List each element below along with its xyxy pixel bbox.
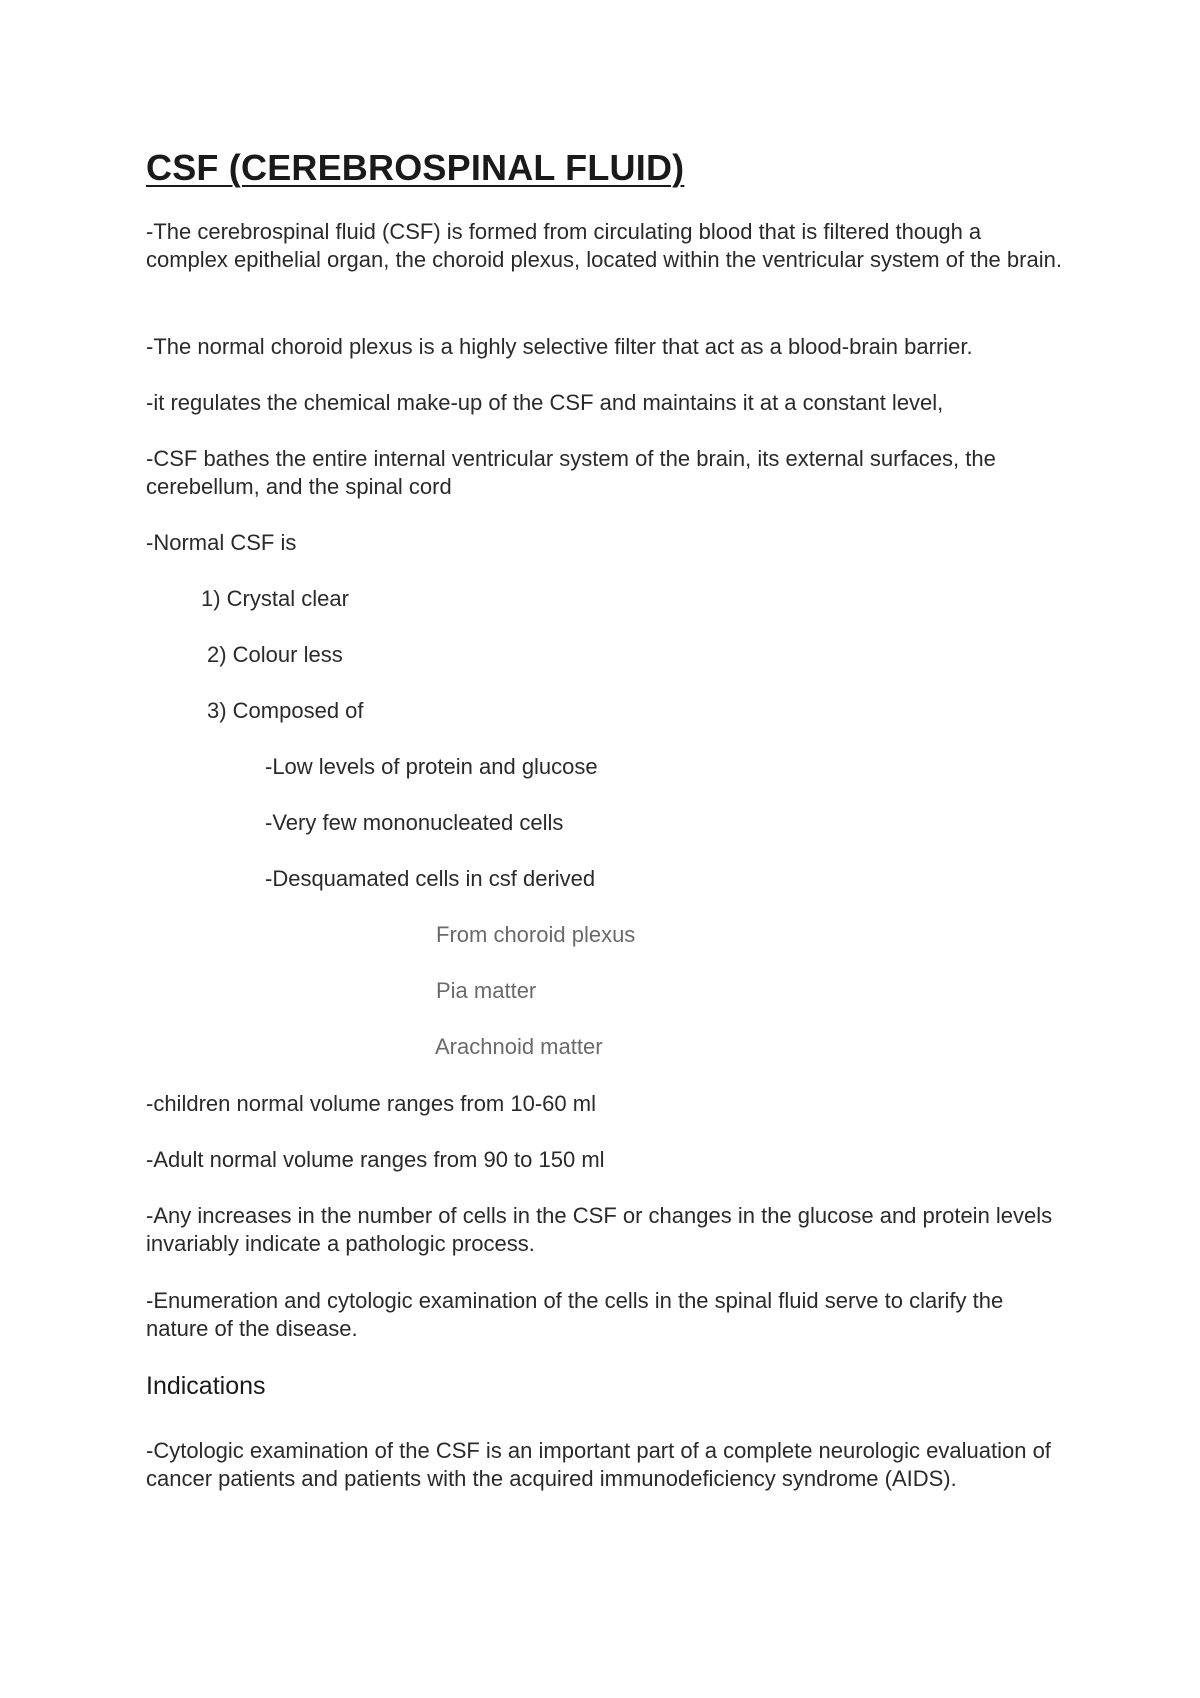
list-item-composed-of: 3) Composed of: [207, 698, 364, 723]
paragraph-indications: -Cytologic examination of the CSF is an important part of a complete neurologic evaluation of cancer patients and patients with the acquired immunodeficiency syndrome (AIDS).: [146, 1438, 1051, 1491]
paragraph-enumeration: -Enumeration and cytologic examination of the cells in the spinal fluid serve to clarify the nature of the disease.: [146, 1288, 1004, 1341]
paragraph-children-volume: -children normal volume ranges from 10-60 ml: [146, 1091, 596, 1116]
composition-item-protein-glucose: -Low levels of protein and glucose: [265, 754, 598, 779]
paragraph-pathologic-process: -Any increases in the number of cells in the CSF or changes in the glucose and protein levels invariably indicate a pathologic process.: [146, 1203, 1053, 1256]
section-heading-indications: Indications: [146, 1372, 266, 1400]
list-item-crystal-clear: 1) Crystal clear: [201, 586, 349, 611]
derived-from-arachnoid-matter: Arachnoid matter: [435, 1034, 603, 1059]
paragraph-csf-bathes: -CSF bathes the entire internal ventricular system of the brain, its external surfaces, the cerebellum, and the spinal cord: [146, 446, 996, 499]
composition-item-mononucleated-cells: -Very few mononucleated cells: [265, 810, 564, 835]
paragraph-choroid-plexus-filter: -The normal choroid plexus is a highly selective filter that act as a blood-brain barrier.: [146, 334, 973, 359]
derived-from-pia-matter: Pia matter: [436, 978, 537, 1003]
paragraph-normal-csf-is: -Normal CSF is: [146, 530, 297, 555]
paragraph-adult-volume: -Adult normal volume ranges from 90 to 150 ml: [146, 1147, 605, 1172]
page-title: CSF (CEREBROSPINAL FLUID): [146, 147, 685, 188]
derived-from-choroid-plexus: From choroid plexus: [436, 922, 636, 947]
paragraph-csf-formation: -The cerebrospinal fluid (CSF) is formed from circulating blood that is filtered though a complex epithelial organ, the choroid plexus, located within the ventricular system of the brain.: [146, 219, 1062, 272]
list-item-colour-less: 2) Colour less: [207, 642, 343, 667]
paragraph-chemical-regulation: -it regulates the chemical make-up of the CSF and maintains it at a constant level,: [146, 390, 944, 415]
composition-item-desquamated-cells: -Desquamated cells in csf derived: [265, 866, 596, 891]
